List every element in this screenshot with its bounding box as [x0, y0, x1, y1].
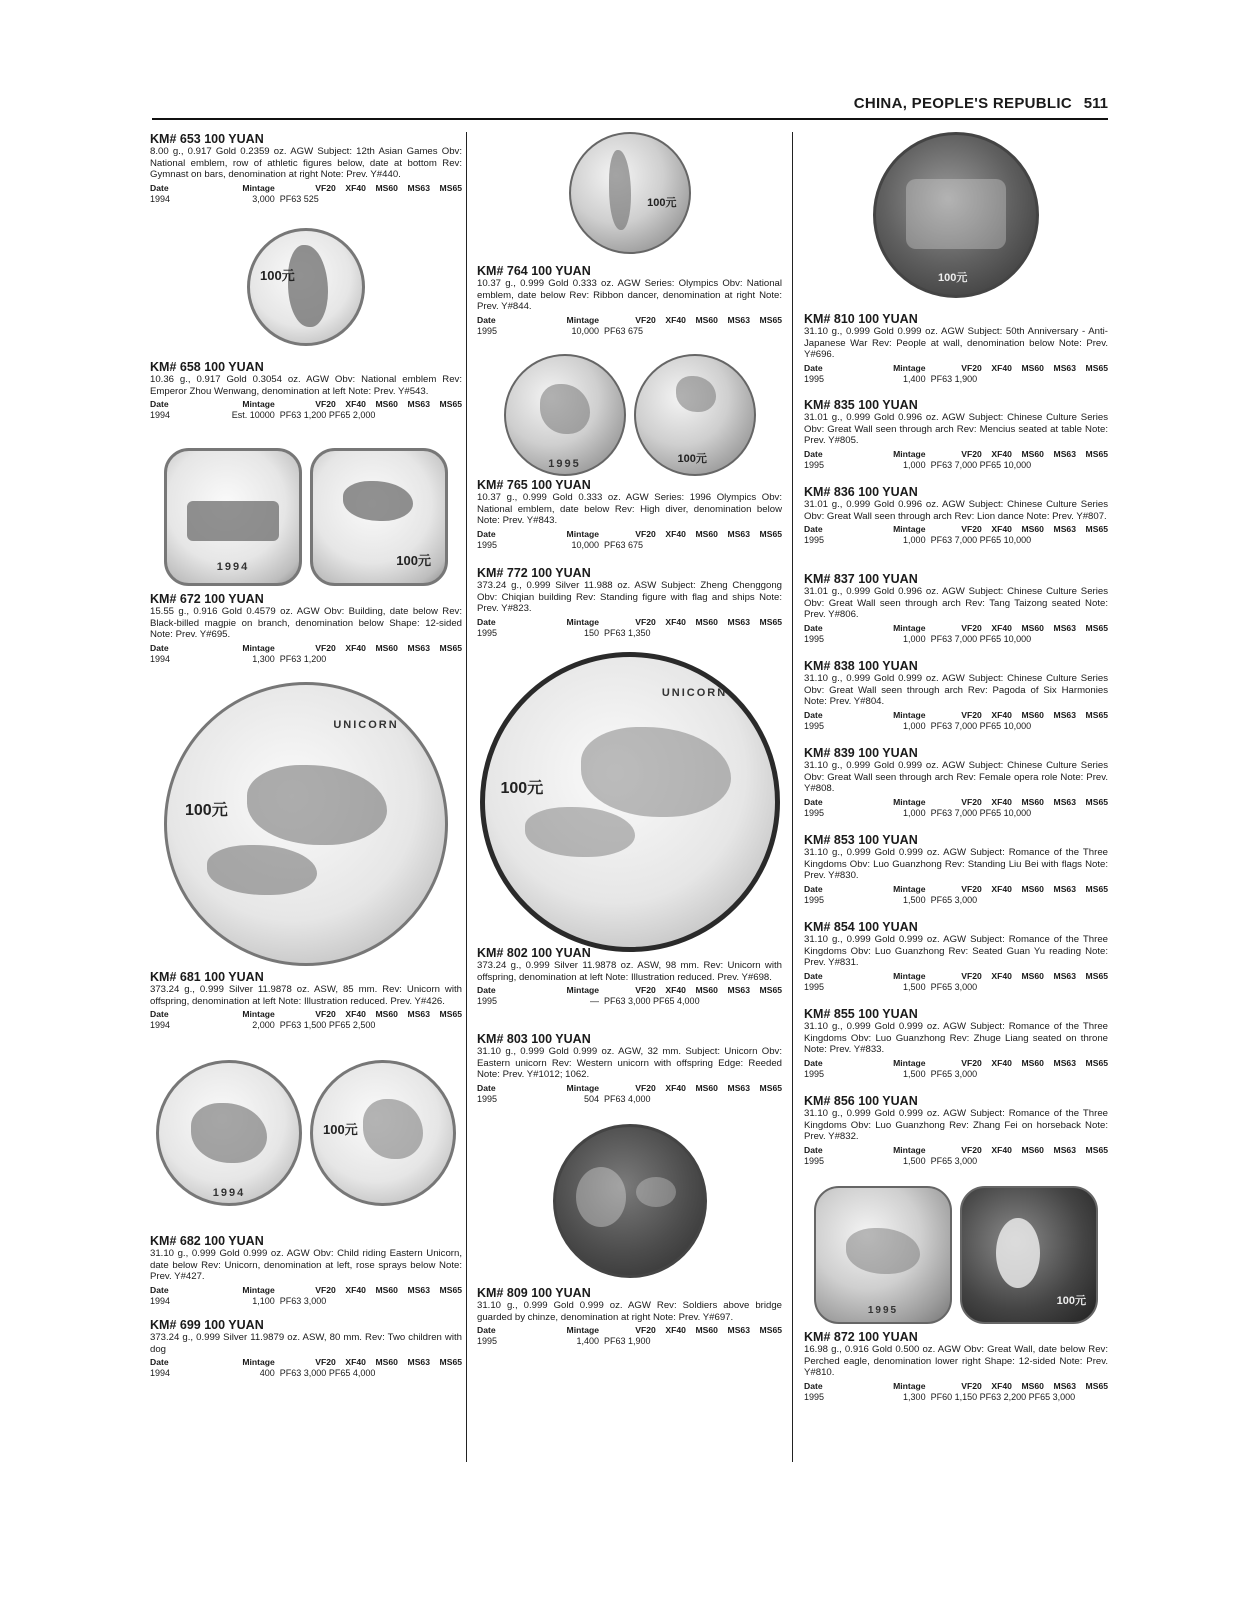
mintage-table: Date Mintage VF20 XF40 MS60 MS63 MS65 1995 1,000 PF63 7,000 PF65 10,000 [804, 796, 1108, 818]
entry-title: KM# 764 100 YUAN [477, 264, 591, 278]
entry-km872 [804, 1330, 1108, 1403]
entry-title: KM# 854 100 YUAN [804, 920, 918, 934]
entry-title: KM# 682 100 YUAN [150, 1234, 264, 1248]
coin-obverse: 1995 [814, 1186, 952, 1324]
entry-title: KM# 803 100 YUAN [477, 1032, 591, 1046]
row-mintage: 3,000 [252, 193, 275, 204]
mintage-table: Date Mintage VF20 XF40 MS60 MS63 MS65 1994 1,100 PF63 3,000 [150, 1284, 462, 1306]
coin-reverse: 100元 [634, 354, 756, 476]
mintage-table: Date Mintage VF20 XF40 MS60 MS63 MS65 1995 150 PF63 1,350 [477, 616, 782, 638]
coin-obverse: 1994 [164, 448, 302, 586]
entry-description: 31.01 g., 0.999 Gold 0.996 oz. AGW Subject: Chinese Culture Series Obv: Great Wall seen through arch Rev: Tang Taizong seated Note: Prev. Y#806. [804, 586, 1108, 621]
entry-description: 10.37 g., 0.999 Gold 0.333 oz. AGW Series: Olympics Obv: National emblem, date below Rev: Ribbon dancer, denomination at right Note: Prev. Y#844. [477, 278, 782, 313]
mintage-table: Date Mintage VF20 XF40 MS60 MS63 MS65 1995 1,000 PF63 7,000 PF65 10,000 [804, 448, 1108, 470]
row-date: 1994 [150, 193, 171, 204]
coin-reverse: 100元 [247, 228, 365, 346]
coin-reverse: 100元 [873, 132, 1039, 298]
entry-km856 [804, 1094, 1108, 1167]
entry-description: 373.24 g., 0.999 Silver 11.9878 oz. ASW, 98 mm. Rev: Unicorn with offspring, denomination at left Note: Illustration reduced. Prev. Y#698. [477, 960, 782, 983]
entry-description: 15.55 g., 0.916 Gold 0.4579 oz. AGW Obv: Building, date below Rev: Black-billed magpie on branch, denomination below Shape: 12-sided Note: Prev. Y#695. [150, 606, 462, 641]
mintage-table: Date Mintage VF20 XF40 MS60 MS63 MS65 1995 1,500 PF65 3,000 [804, 1057, 1108, 1079]
entry-title: KM# 672 100 YUAN [150, 592, 264, 606]
mintage-table: Date Mintage VF20 XF40 MS60 MS63 MS65 1994 3,000 PF63 525 [150, 182, 462, 204]
entry-km838 [804, 659, 1108, 732]
entry-km803 [477, 1032, 782, 1105]
entry-km836 [804, 485, 1108, 546]
coin-image-km764 [477, 132, 782, 254]
entry-km810 [804, 312, 1108, 385]
coin-reverse: 100元 [569, 132, 691, 254]
entry-title: KM# 853 100 YUAN [804, 833, 918, 847]
coin-image-km810 [804, 132, 1108, 298]
coin-reverse: 100元 [310, 448, 448, 586]
coin-reverse: 100元 [310, 1060, 456, 1206]
entry-km855 [804, 1007, 1108, 1080]
entry-km772 [477, 566, 782, 639]
entry-km809 [477, 1286, 782, 1347]
coin-reverse: UNICORN 100元 [480, 652, 780, 952]
mintage-table: Date Mintage VF20 XF40 MS60 MS63 MS65 1995 1,300 PF60 1,150 PF63 2,200 PF65 3,000 [804, 1380, 1108, 1402]
entry-description: 31.10 g., 0.999 Gold 0.999 oz. AGW Subject: Romance of the Three Kingdoms Obv: Luo Guanzhong Rev: Zhang Fei on horseback Note: Prev. Y#832. [804, 1108, 1108, 1143]
entry-title: KM# 838 100 YUAN [804, 659, 918, 673]
header-mintage: Mintage [242, 182, 275, 193]
entry-km672 [150, 592, 462, 665]
coin-image-km658 [150, 228, 462, 346]
entry-description: 31.10 g., 0.999 Gold 0.999 oz. AGW Subject: 50th Anniversary - Anti-Japanese War Rev: People at wall, denomination below Note: Prev. Y#696. [804, 326, 1108, 361]
entry-description: 31.10 g., 0.999 Gold 0.999 oz. AGW, 32 mm. Subject: Unicorn Obv: Eastern unicorn Rev: Western unicorn with offspring Edge: Reeded Note: Prev. Y#1012; 1062. [477, 1046, 782, 1081]
entry-description: 8.00 g., 0.917 Gold 0.2359 oz. AGW Subject: 12th Asian Games Obv: National emblem, row of athletic figures below, date at bottom Rev: Gymnast on bars, denomination at right Note: Prev. Y#440. [150, 146, 462, 181]
mintage-table: Date Mintage VF20 XF40 MS60 MS63 MS65 1994 Est. 10000 PF63 1,200 PF65 2,000 [150, 399, 462, 421]
entry-km835 [804, 398, 1108, 471]
entry-km682 [150, 1234, 462, 1307]
row-prices: PF63 525 [279, 193, 319, 204]
entry-title: KM# 810 100 YUAN [804, 312, 918, 326]
entry-title: KM# 835 100 YUAN [804, 398, 918, 412]
entry-km853 [804, 833, 1108, 906]
entry-description: 31.10 g., 0.999 Gold 0.999 oz. AGW Subject: Romance of the Three Kingdoms Obv: Luo Guanzhong Rev: Standing Liu Bei with flags Note: Prev. Y#830. [804, 847, 1108, 882]
entry-description: 16.98 g., 0.916 Gold 0.500 oz. AGW Obv: Great Wall, date below Rev: Perched eagle, denomination lower right Shape: 12-sided Note: Prev. Y#810. [804, 1344, 1108, 1379]
mintage-table: Date Mintage VF20 XF40 MS60 MS63 MS65 1995 1,000 PF63 7,000 PF65 10,000 [804, 709, 1108, 731]
entry-km837 [804, 572, 1108, 645]
entry-title: KM# 836 100 YUAN [804, 485, 918, 499]
mintage-table: Date Mintage VF20 XF40 MS60 MS63 MS65 1994 1,300 PF63 1,200 [150, 642, 462, 664]
entry-title: KM# 839 100 YUAN [804, 746, 918, 760]
entry-description: 31.10 g., 0.999 Gold 0.999 oz. AGW Subject: Romance of the Three Kingdoms Obv: Luo Guanzhong Rev: Zhuge Liang seated on throne Note: Prev. Y#833. [804, 1021, 1108, 1056]
entry-title: KM# 658 100 YUAN [150, 360, 264, 374]
entry-title: KM# 837 100 YUAN [804, 572, 918, 586]
coin-obverse: 1994 [156, 1060, 302, 1206]
entry-km658 [150, 360, 462, 421]
entry-title: KM# 681 100 YUAN [150, 970, 264, 984]
entry-description: 31.01 g., 0.999 Gold 0.996 oz. AGW Subject: Chinese Culture Series Obv: Great Wall seen through arch Rev: Lion dance Note: Prev. Y#807. [804, 499, 1108, 522]
mintage-table: Date Mintage VF20 XF40 MS60 MS63 MS65 1995 10,000 PF63 675 [477, 314, 782, 336]
entry-title: KM# 872 100 YUAN [804, 1330, 918, 1344]
entry-description: 373.24 g., 0.999 Silver 11.9878 oz. ASW, 85 mm. Rev: Unicorn with offspring, denomination at left Note: Illustration reduced. Prev. Y#426. [150, 984, 462, 1007]
entry-km802 [477, 946, 782, 1007]
entry-description: 373.24 g., 0.999 Silver 11.9879 oz. ASW, 80 mm. Rev: Two children with dog [150, 1332, 462, 1355]
entry-description: 10.37 g., 0.999 Gold 0.333 oz. AGW Series: 1996 Olympics Obv: National emblem, date below Rev: High diver, denomination below Note: Prev. Y#843. [477, 492, 782, 527]
coin-image-km872 [804, 1186, 1108, 1324]
mintage-table: Date Mintage VF20 XF40 MS60 MS63 MS65 1995 10,000 PF63 675 [477, 528, 782, 550]
column-divider-1 [466, 132, 467, 1462]
entry-description: 31.10 g., 0.999 Gold 0.999 oz. AGW Rev: Soldiers above bridge guarded by chinze, denomination at right Note: Prev. Y#697. [477, 1300, 782, 1323]
entry-description: 31.10 g., 0.999 Gold 0.999 oz. AGW Subject: Chinese Culture Series Obv: Great Wall seen through arch Rev: Female opera role Note: Prev. Y#808. [804, 760, 1108, 795]
header-date: Date [150, 182, 169, 193]
entry-km681 [150, 970, 462, 1031]
coin-image-km765 [477, 354, 782, 476]
mintage-table: Date Mintage VF20 XF40 MS60 MS63 MS65 1995 504 PF63 4,000 [477, 1082, 782, 1104]
entry-description: 31.10 g., 0.999 Gold 0.999 oz. AGW Subject: Romance of the Three Kingdoms Obv: Luo Guanzhong Rev: Seated Guan Yu reading Note: Prev. Y#831. [804, 934, 1108, 969]
mintage-table: Date Mintage VF20 XF40 MS60 MS63 MS65 1995 1,400 PF63 1,900 [804, 362, 1108, 384]
coin-reverse [553, 1124, 707, 1278]
entry-title: KM# 809 100 YUAN [477, 1286, 591, 1300]
mintage-table: Date Mintage VF20 XF40 MS60 MS63 MS65 1995 1,400 PF63 1,900 [477, 1325, 782, 1347]
country-title: CHINA, PEOPLE'S REPUBLIC [853, 95, 1072, 112]
entry-km764 [477, 264, 782, 337]
entry-title: KM# 653 100 YUAN [150, 132, 264, 146]
coin-reverse: UNICORN 100元 [164, 682, 448, 966]
mintage-table: Date Mintage VF20 XF40 MS60 MS63 MS65 1995 1,500 PF65 3,000 [804, 1144, 1108, 1166]
entry-title: KM# 699 100 YUAN [150, 1318, 264, 1332]
mintage-table: Date Mintage VF20 XF40 MS60 MS63 MS65 1995 1,000 PF63 7,000 PF65 10,000 [804, 622, 1108, 644]
coin-image-km682 [150, 1060, 462, 1206]
coin-obverse: 1995 [504, 354, 626, 476]
mintage-table: Date Mintage VF20 XF40 MS60 MS63 MS65 1994 400 PF63 3,000 PF65 4,000 [150, 1357, 462, 1379]
entry-title: KM# 772 100 YUAN [477, 566, 591, 580]
entry-description: 31.01 g., 0.999 Gold 0.996 oz. AGW Subject: Chinese Culture Series Obv: Great Wall seen through arch Rev: Mencius seated at table Note: Prev. Y#805. [804, 412, 1108, 447]
entry-km765 [477, 478, 782, 551]
entry-description: 31.10 g., 0.999 Gold 0.999 oz. AGW Subject: Chinese Culture Series Obv: Great Wall seen through arch Rev: Pagoda of Six Harmonies Note: Prev. Y#804. [804, 673, 1108, 708]
column-divider-2 [792, 132, 793, 1462]
entry-km653 [150, 132, 462, 205]
entry-description: 10.36 g., 0.917 Gold 0.3054 oz. AGW Obv: National emblem Rev: Emperor Zhou Wenwang, denomination at left Note: Prev. Y#543. [150, 374, 462, 397]
entry-description: 373.24 g., 0.999 Silver 11.988 oz. ASW Subject: Zheng Chenggong Obv: Chiqian building Rev: Standing figure with flag and ships Note: Prev. Y#823. [477, 580, 782, 615]
entry-km839 [804, 746, 1108, 819]
mintage-table: Date Mintage VF20 XF40 MS60 MS63 MS65 1995 1,500 PF65 3,000 [804, 883, 1108, 905]
entry-description: 31.10 g., 0.999 Gold 0.999 oz. AGW Obv: Child riding Eastern Unicorn, date below Rev: Unicorn, denomination at left, rose sprays below Note: Prev. Y#427. [150, 1248, 462, 1283]
mintage-table: Date Mintage VF20 XF40 MS60 MS63 MS65 1994 2,000 PF63 1,500 PF65 2,500 [150, 1009, 462, 1031]
coin-image-km672 [150, 448, 462, 586]
mintage-table: Date Mintage VF20 XF40 MS60 MS63 MS65 1995 1,500 PF65 3,000 [804, 970, 1108, 992]
page-number: 511 [1083, 95, 1108, 112]
mintage-table: Date Mintage VF20 XF40 MS60 MS63 MS65 1995 — PF63 3,000 PF65 4,000 [477, 985, 782, 1007]
entry-title: KM# 802 100 YUAN [477, 946, 591, 960]
entry-title: KM# 765 100 YUAN [477, 478, 591, 492]
mintage-table: Date Mintage VF20 XF40 MS60 MS63 MS65 1995 1,000 PF63 7,000 PF65 10,000 [804, 524, 1108, 546]
coin-image-km809 [477, 1124, 782, 1278]
coin-image-km802 [477, 652, 782, 952]
coin-reverse: 100元 [960, 1186, 1098, 1324]
entry-title: KM# 855 100 YUAN [804, 1007, 918, 1021]
entry-km854 [804, 920, 1108, 993]
page-header [152, 94, 1108, 120]
entry-title: KM# 856 100 YUAN [804, 1094, 918, 1108]
coin-image-km681 [150, 682, 462, 966]
entry-km699 [150, 1318, 462, 1379]
